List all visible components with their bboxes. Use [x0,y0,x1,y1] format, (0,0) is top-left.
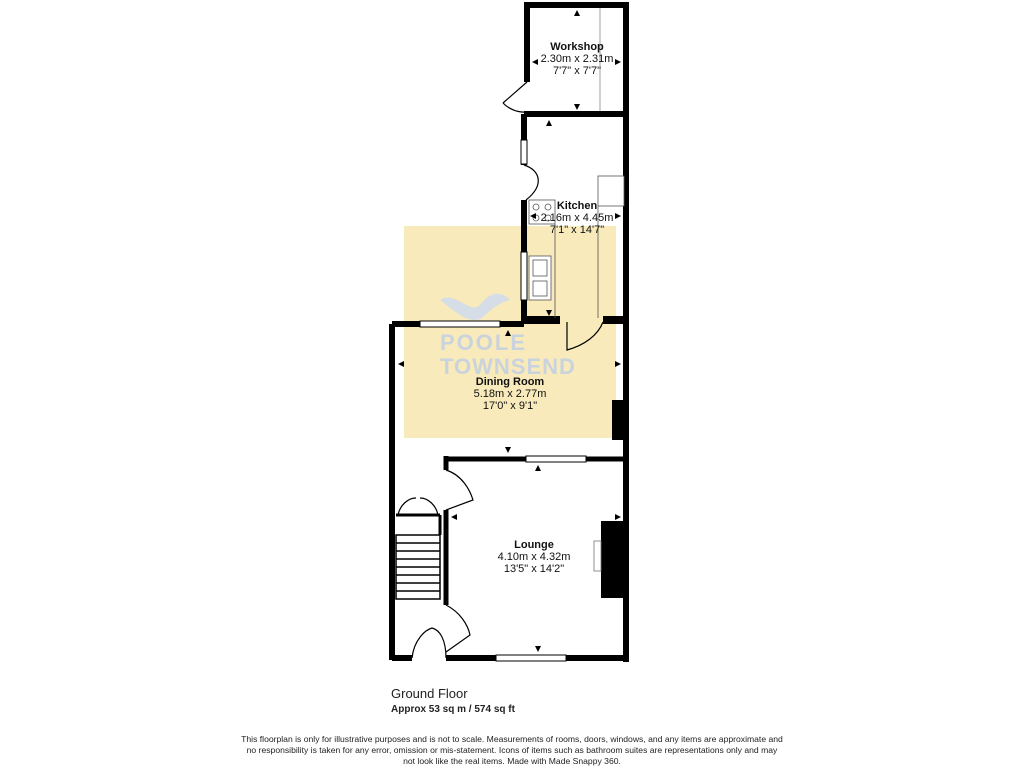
watermark-line1: POOLE [440,330,528,355]
room-imperial: 7'1" x 14'7" [549,224,605,236]
room-metric: 4.10m x 4.32m [497,551,571,563]
floor-area: Approx 53 sq m / 574 sq ft [391,704,515,715]
floor-name: Ground Floor [391,686,468,701]
hearth [594,541,601,571]
room-metric: 2.30m x 2.31m [540,53,614,65]
fireplace [601,521,625,598]
dining-window [420,321,500,327]
room-metric: 5.18m x 2.77m [473,388,547,400]
kitchen-door [524,165,538,200]
lounge-window-bottom [496,655,566,661]
room-label-workshop [527,41,627,77]
room-label-kitchen [527,200,627,236]
room-imperial: 7'7" x 7'7" [552,65,602,77]
staircase [396,535,440,599]
room-imperial: 17'0" x 9'1" [482,400,538,412]
room-name: Dining Room [475,376,545,388]
workshop-door [503,82,527,112]
room-name: Kitchen [556,200,598,212]
lounge-window-top [526,456,586,462]
room-imperial: 13'5" x 14'2" [503,563,565,575]
room-metric: 2.16m x 4.45m [540,212,614,224]
room-label-lounge [474,539,594,575]
cupboard [396,498,440,535]
watermark-line2: TOWNSEND [440,354,576,379]
lounge-door-bottom [446,605,470,652]
disclaimer: This floorplan is only for illustrative purposes and is not to scale. Measurements of rooms, doors, windows, and any items are approximate and no responsibility is taken for any error, omission or mis-statement. Icons of items such as bathroom suites are representations only and may not look like the real items. Made with Made Snappy 360. [241,734,783,766]
room-label-dining-room [450,376,570,412]
room-name: Workshop [550,41,604,53]
lounge-door-top [446,470,473,510]
front-door [412,628,446,658]
room-name: Lounge [514,539,554,551]
